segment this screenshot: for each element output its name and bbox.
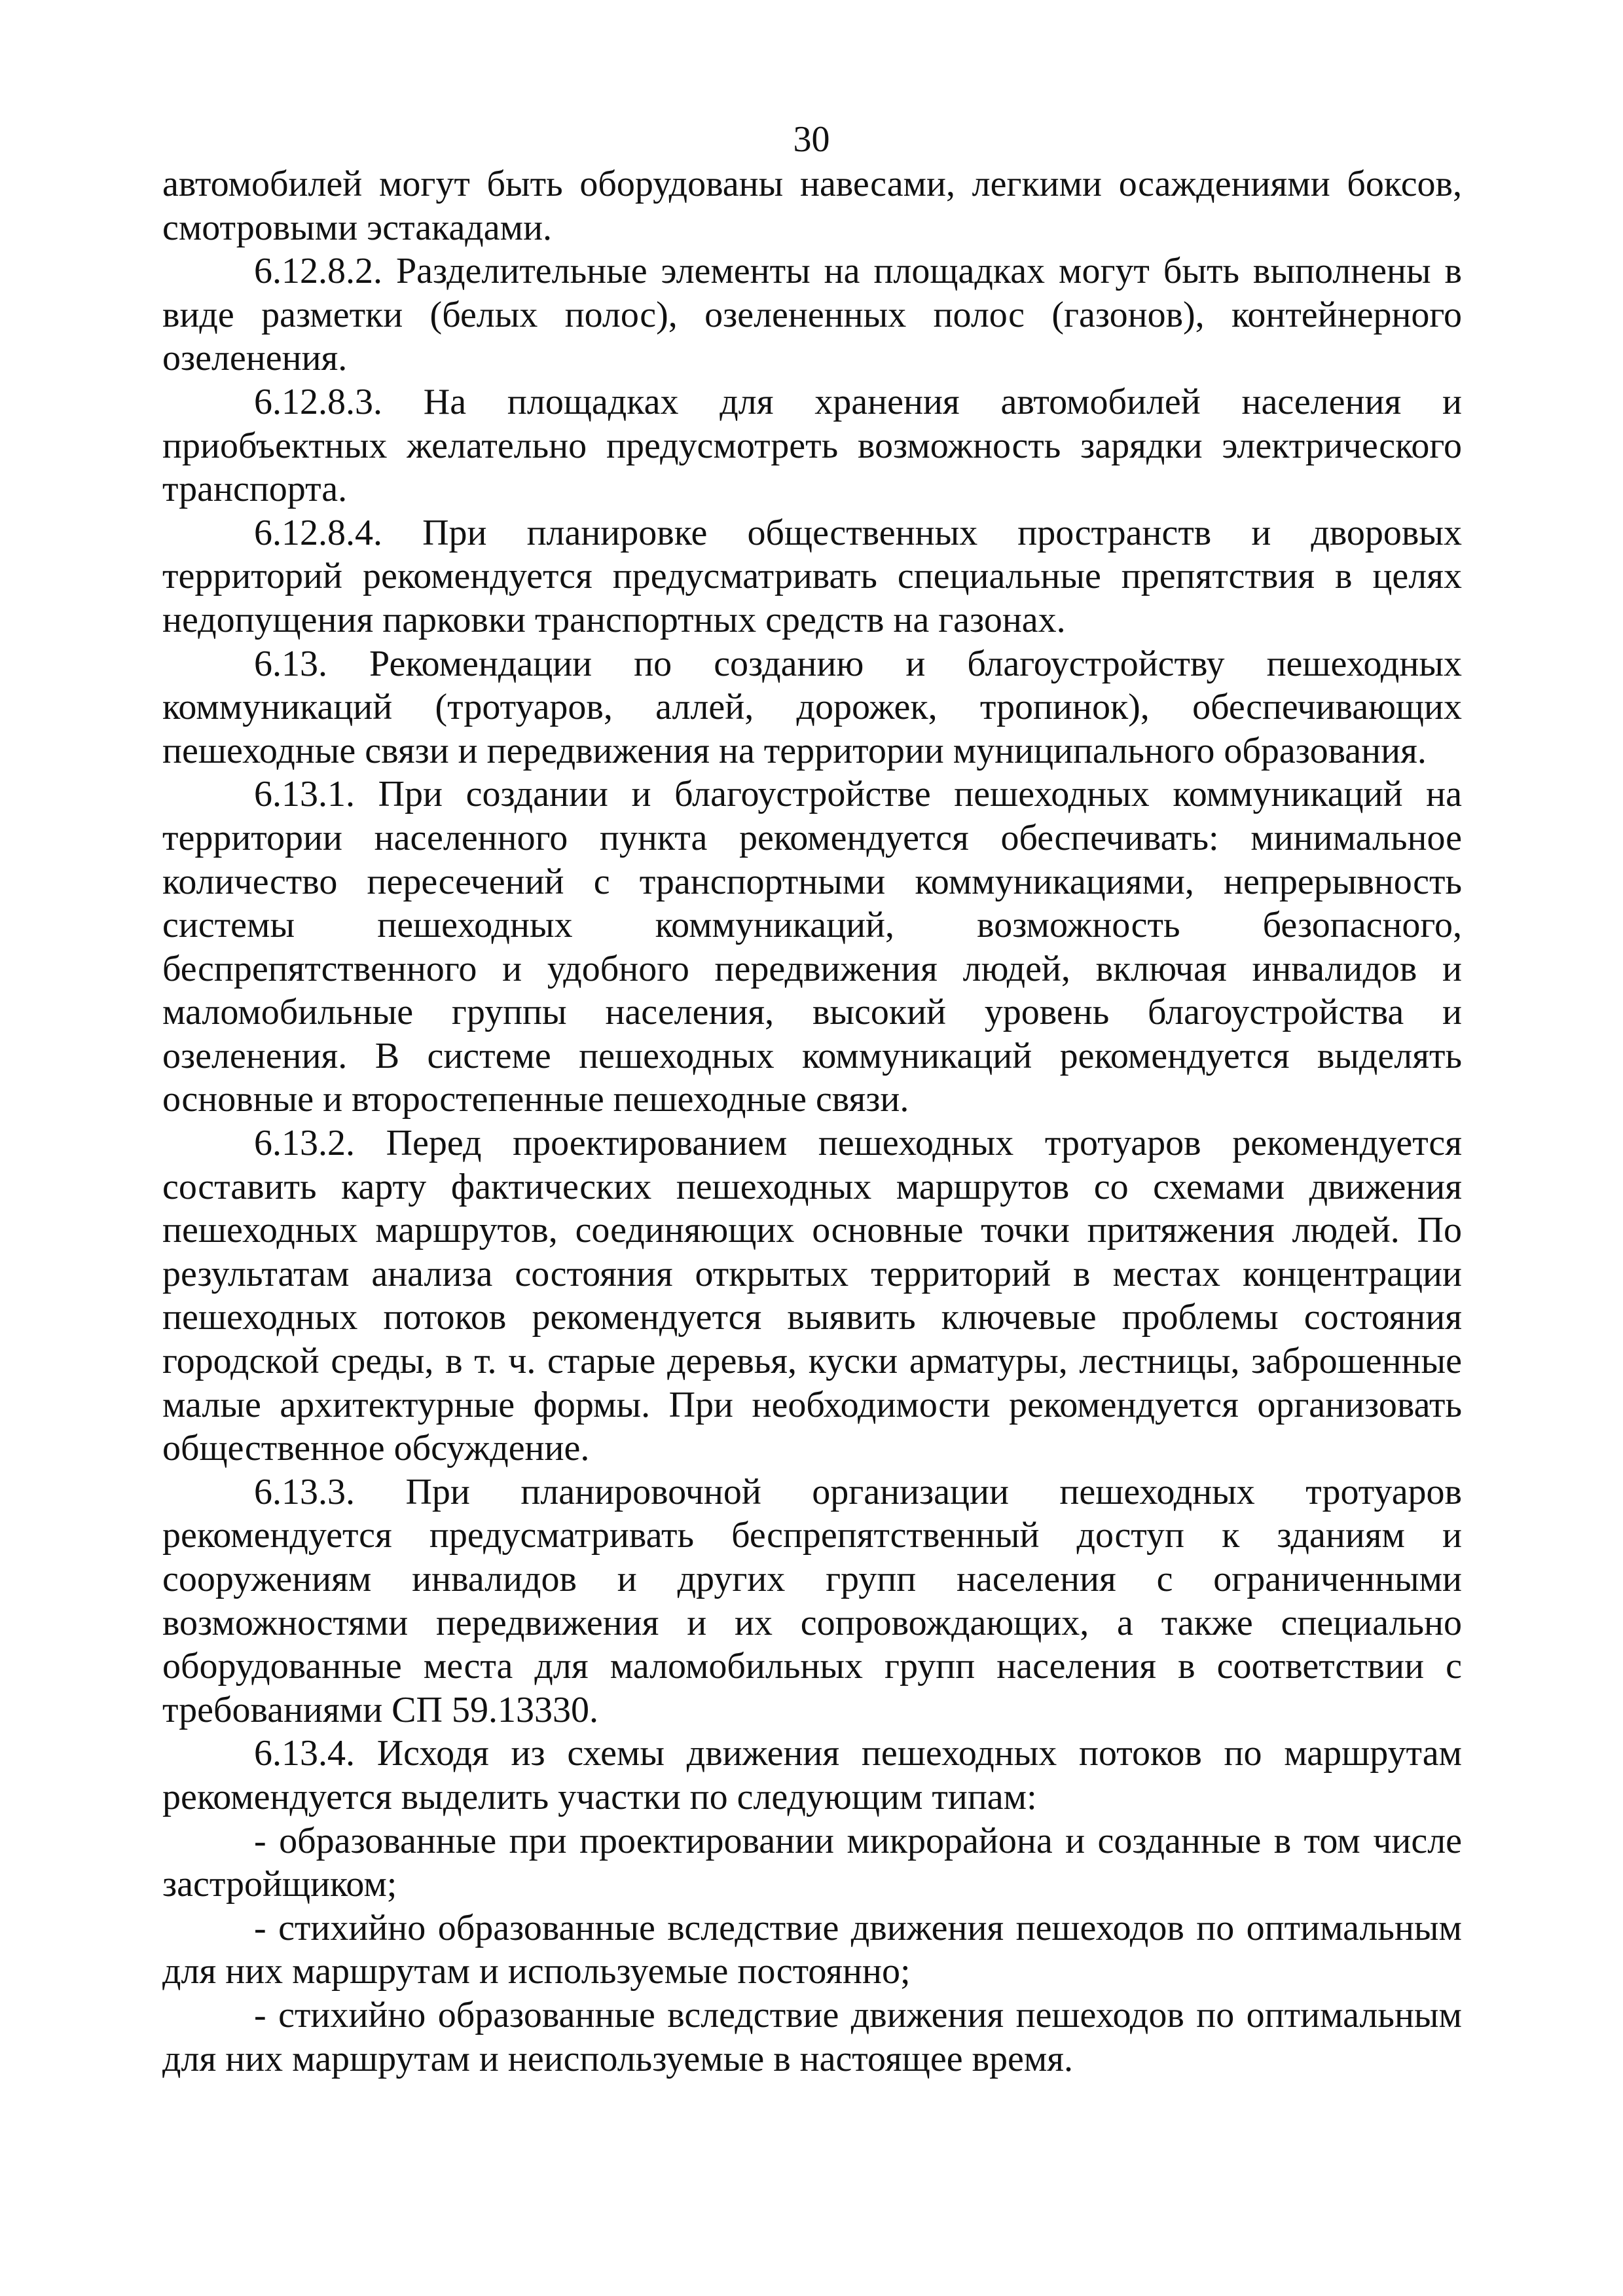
paragraph-6-13-4: 6.13.4. Исходя из схемы движения пешеходных потоков по маршрутам рекомендуется выделить участки по следующим типам: [162,1733,1462,1817]
paragraph-6-13-2: 6.13.2. Перед проектированием пешеходных тротуаров рекомендуется составить карту фактических пешеходных маршрутов со схемами движения пешеходных маршрутов, соединяющих основные точки притяжения людей. По результатам анализа состояния открытых территорий в местах концентрации пешеходных потоков рекомендуется выявить ключевые проблемы состояния городской среды, в т. ч. старые деревья, куски арматуры, лестницы, заброшенные малые архитектурные формы. При необходимости рекомендуется организовать общественное обсуждение. [162,1123,1462,1469]
paragraph-6-12-8-3: 6.12.8.3. На площадках для хранения автомобилей населения и приобъектных желательно предусмотреть возможность зарядки электрического транспорта. [162,381,1462,510]
paragraph-6-13-1: 6.13.1. При создании и благоустройстве пешеходных коммуникаций на территории населенного пункта рекомендуется обеспечивать: минимальное количество пересечений с транспортными коммуникациями, непрерывность системы пешеходных коммуникаций, возможность безопасного, беспрепятственного и удобного передвижения людей, включая инвалидов и маломобильные группы населения, высокий уровень благоустройства и озеленения. В системе пешеходных коммуникаций рекомендуется выделять основные и второстепенные пешеходные связи. [162,774,1462,1120]
paragraph-6-12-8-2: 6.12.8.2. Разделительные элементы на площадках могут быть выполнены в виде разметки (белых полос), озелененных полос (газонов), контейнерного озеленения. [162,251,1462,379]
list-item-spontaneous-unused: - стихийно образованные вследствие движения пешеходов по оптимальным для них маршрутам и неиспользуемые в настоящее время. [162,1994,1462,2079]
paragraph-6-12-8-4: 6.12.8.4. При планировке общественных пространств и дворовых территорий рекомендуется предусматривать специальные препятствия в целях недопущения парковки транспортных средств на газонах. [162,512,1462,640]
paragraph-continuation: автомобилей могут быть оборудованы навесами, легкими осаждениями боксов, смотровыми эстакадами. [162,164,1462,248]
paragraph-6-13: 6.13. Рекомендации по созданию и благоустройству пешеходных коммуникаций (тротуаров, аллей, дорожек, тропинок), обеспечивающих пешеходные связи и передвижения на территории муниципального образования. [162,643,1462,771]
paragraph-6-13-3: 6.13.3. При планировочной организации пешеходных тротуаров рекомендуется предусматривать беспрепятственный доступ к зданиям и сооружениям инвалидов и других групп населения с ограниченными возможностями передвижения и их сопровождающих, а также специально оборудованные места для маломобильных групп населения в соответствии с требованиями СП 59.13330. [162,1471,1462,1730]
list-item-planned: - образованные при проектировании микрорайона и созданные в том числе застройщиком; [162,1820,1462,1905]
page-number: 30 [793,119,830,160]
list-item-spontaneous-used: - стихийно образованные вследствие движения пешеходов по оптимальным для них маршрутам и используемые постоянно; [162,1907,1462,1992]
document-body [162,162,1462,2081]
